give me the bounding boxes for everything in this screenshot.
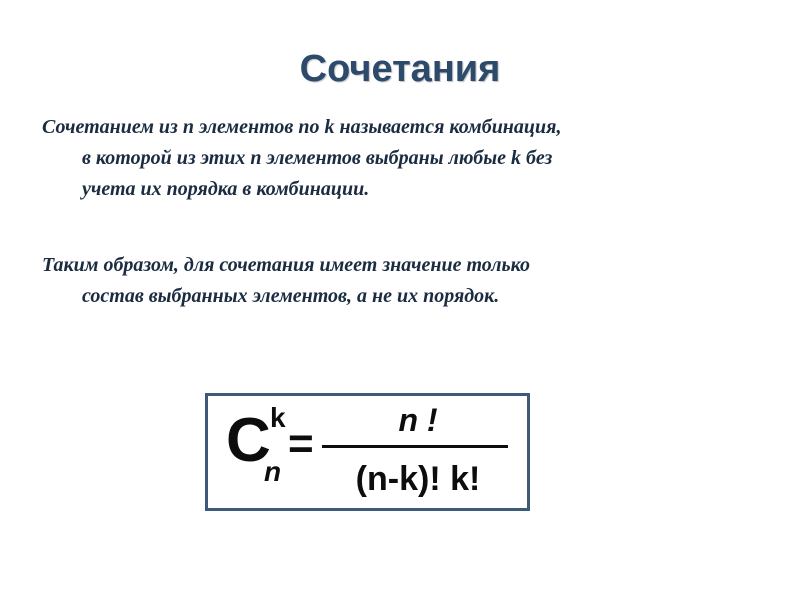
- definition-line-3: учета их порядка в комбинации.: [82, 178, 370, 200]
- formula-numerator: n !: [398, 402, 438, 438]
- conclusion-line-2: состав выбранных элементов, а не их порядок.: [82, 285, 500, 307]
- definition-paragraph: [42, 112, 762, 205]
- formula-equals-sign: =: [288, 419, 314, 468]
- definition-line-1: Сочетанием из n элементов по k называется комбинация,: [42, 116, 562, 138]
- formula-symbol: C: [226, 406, 271, 475]
- slide-title: Сочетания: [299, 48, 501, 90]
- conclusion-paragraph: [42, 250, 762, 312]
- formula-superscript: k: [270, 402, 286, 433]
- conclusion-line-1: Таким образом, для сочетания имеет значение только: [42, 254, 531, 276]
- definition-line-2: в которой из этих n элементов выбраны любые k без: [82, 147, 553, 169]
- formula-denominator: (n-k)! k!: [355, 460, 481, 498]
- combination-formula-box: [205, 393, 530, 511]
- formula-subscript: n: [264, 456, 282, 487]
- formula-fraction-bar: [322, 445, 508, 448]
